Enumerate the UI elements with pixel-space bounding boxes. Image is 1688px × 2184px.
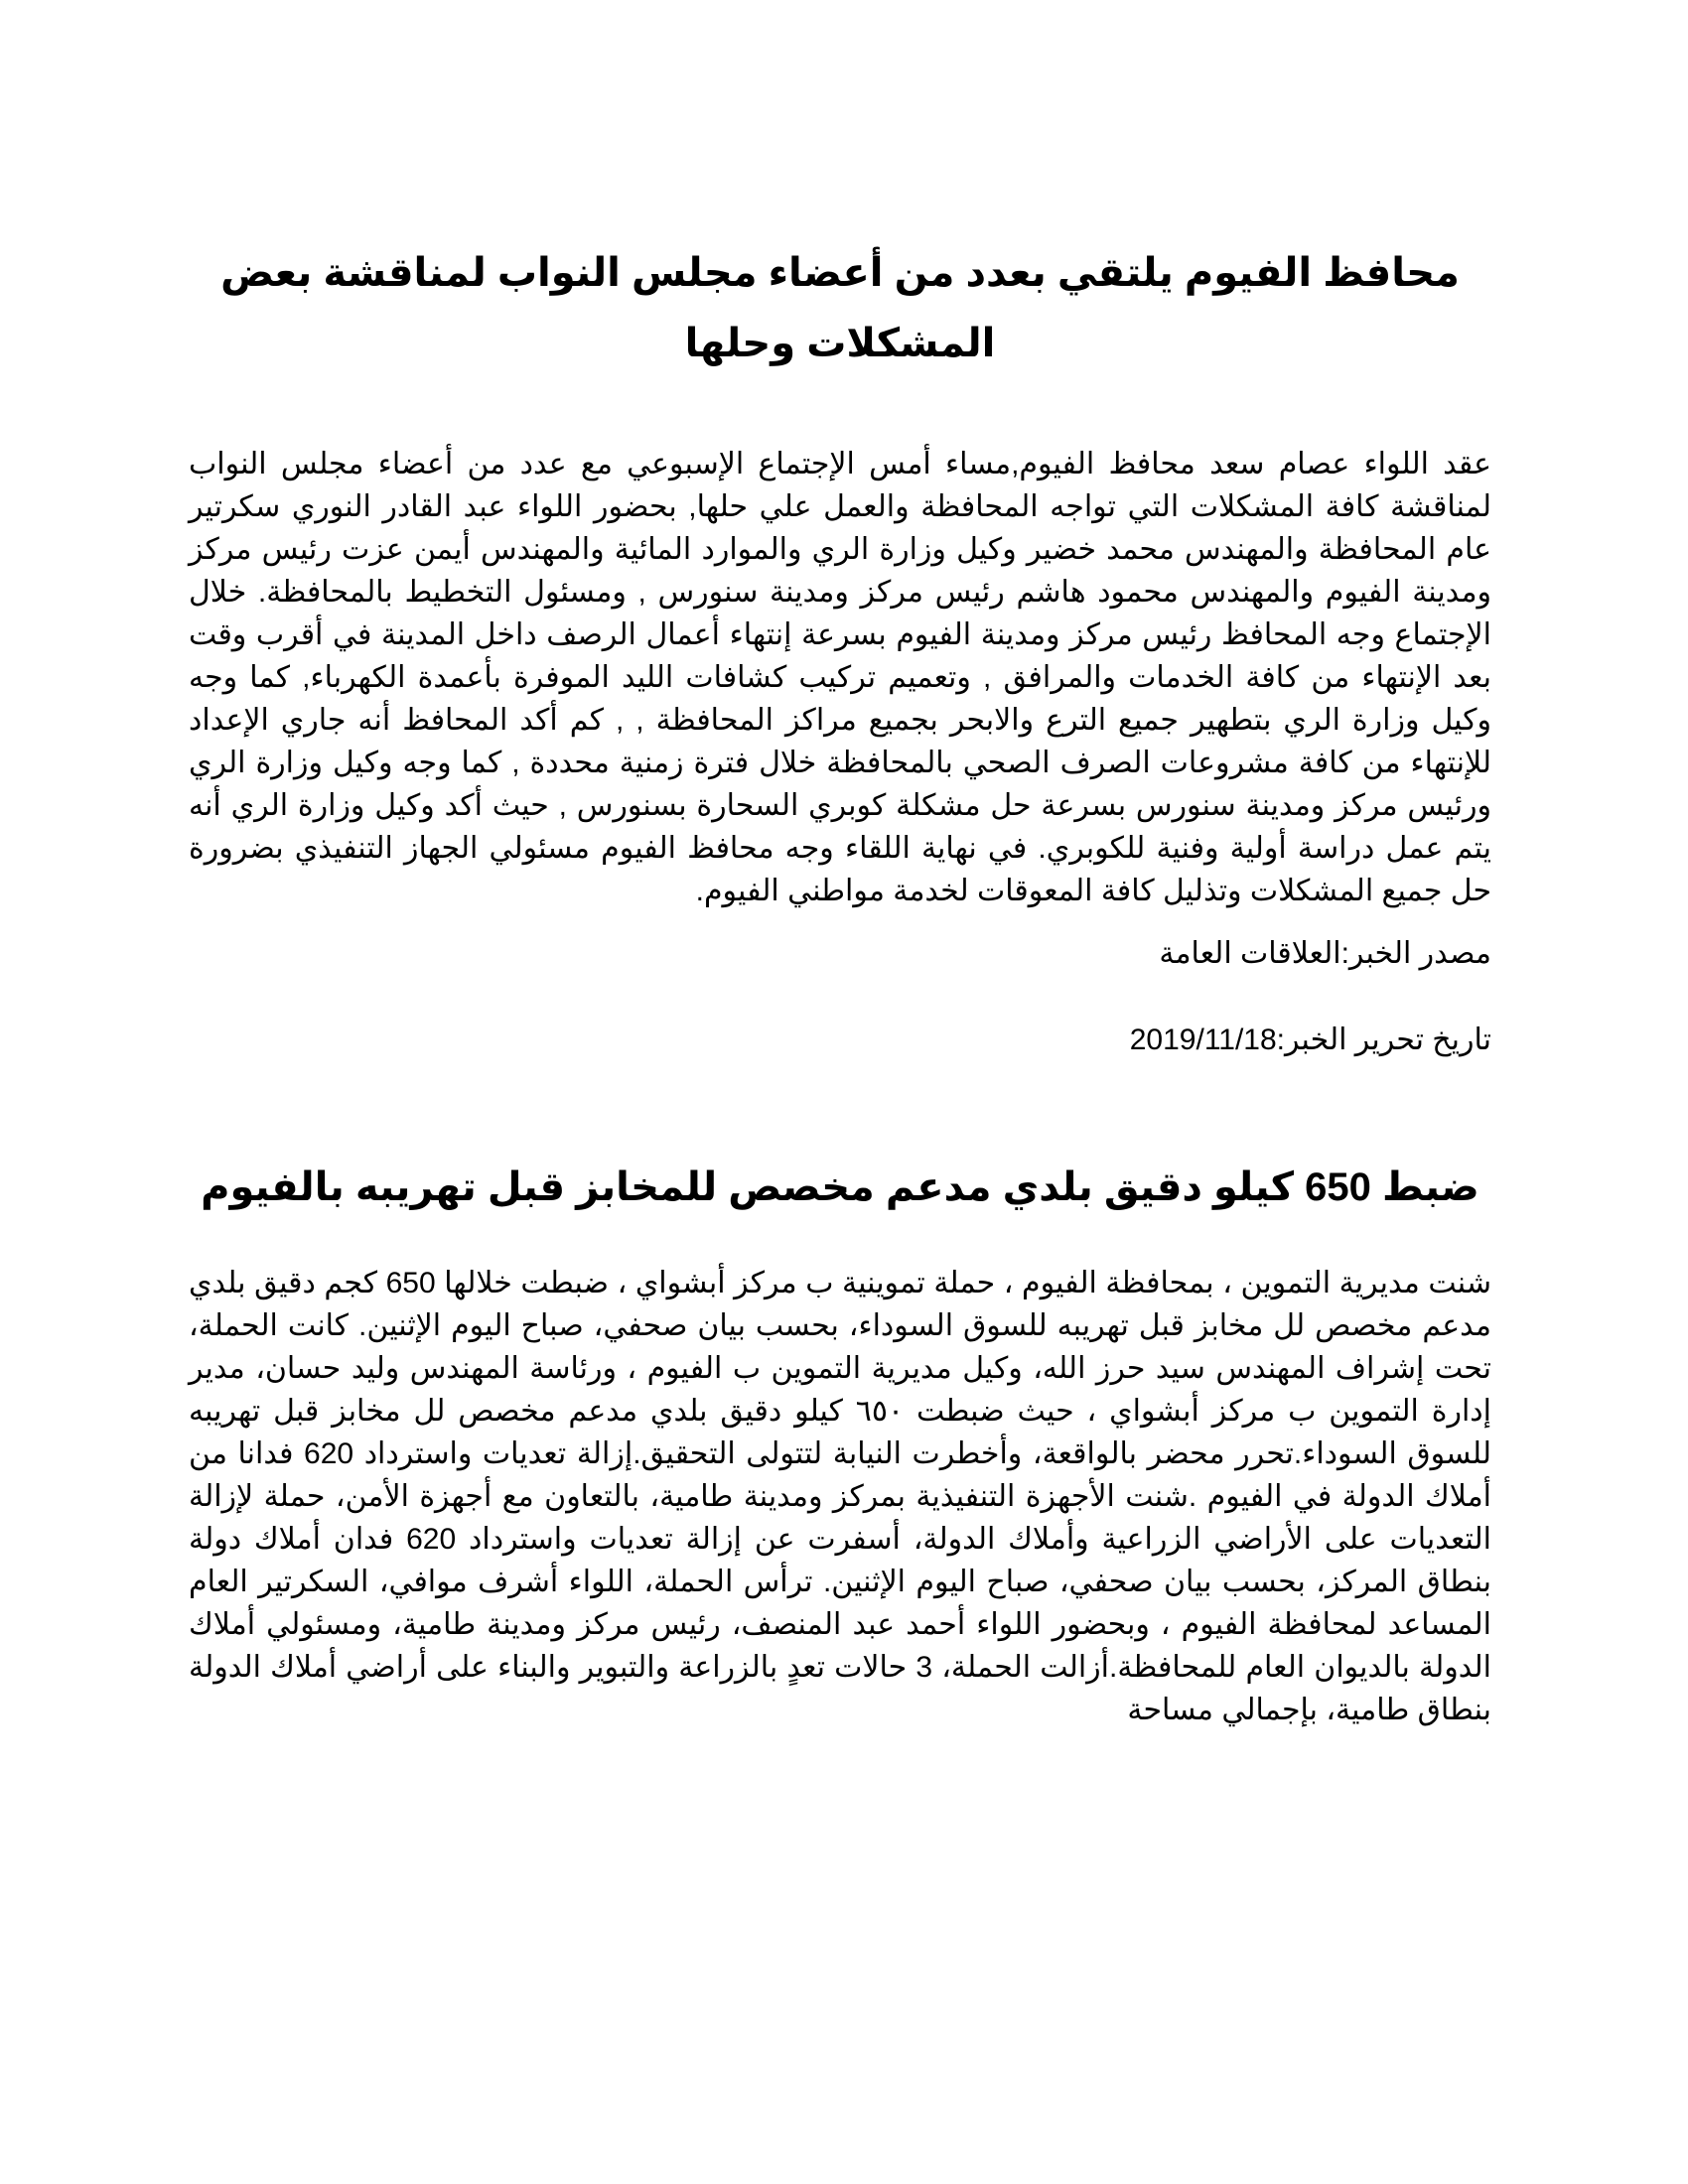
- document-content: [189, 238, 1491, 1731]
- news-source-label: مصدر الخبر:: [1340, 937, 1491, 970]
- edit-date-value: 2019/11/18: [1129, 1024, 1277, 1056]
- article-title: ضبط 650 كيلو دقيق بلدي مدعم مخصص للمخابز قبل تهريبه بالفيوم: [201, 1165, 1479, 1209]
- news-source-value: العلاقات العامة: [1159, 937, 1341, 970]
- news-source-line: [189, 932, 1491, 975]
- edit-date-label: تاريخ تحرير الخبر:: [1276, 1024, 1491, 1056]
- news-article: [189, 238, 1491, 1061]
- article-body: عقد اللواء عصام سعد محافظ الفيوم,مساء أمس الإجتماع الإسبوعي مع عدد من أعضاء مجلس النواب لمناقشة كافة المشكلات التي تواجه المحافظة والعمل علي حلها, بحضور اللواء عبد القادر النوري سكرتير عام المحافظة والمهندس محمد خضير وكيل وزارة الري والموارد المائية والمهندس أيمن عزت رئيس مركز ومدينة الفيوم والمهندس محمود هاشم رئيس مركز ومدينة سنورس , ومسئول التخطيط بالمحافظة. خلال الإجتماع وجه المحافظ رئيس مركز ومدينة الفيوم بسرعة إنتهاء أعمال الرصف داخل المدينة في أقرب وقت بعد الإنتهاء من كافة الخدمات والمرافق , وتعميم تركيب كشافات الليد الموفرة بأعمدة الكهرباء, كما وجه وكيل وزارة الري بتطهير جميع الترع والابحر بجميع مراكز المحافظة , , كم أكد المحافظ أنه جاري الإعداد للإنتهاء من كافة مشروعات الصرف الصحي بالمحافظة خلال فترة زمنية محددة , كما وجه وكيل وزارة الري ورئيس مركز ومدينة سنورس بسرعة حل مشكلة كوبري السحارة بسنورس , حيث أكد وكيل وزارة الري أنه يتم عمل دراسة أولية وفنية للكوبري. في نهاية اللقاء وجه محافظ الفيوم مسئولي الجهاز التنفيذي بضرورة حل جميع المشكلات وتذليل كافة المعوقات لخدمة مواطني الفيوم.: [189, 448, 1491, 907]
- news-article: [189, 1153, 1491, 1731]
- article-title: محافظ الفيوم يلتقي بعدد من أعضاء مجلس النواب لمناقشة بعض المشكلات وحلها: [220, 251, 1460, 365]
- article-body: شنت مديرية التموين ، بمحافظة الفيوم ، حملة تموينية ب مركز أبشواي ، ضبطت خلالها 650 كجم دقيق بلدي مدعم مخصص لل مخابز قبل تهريبه للسوق السوداء، بحسب بيان صحفي، صباح اليوم الإثنين. كانت الحملة، تحت إشراف المهندس سيد حرز الله، وكيل مديرية التموين ب الفيوم ، ورئاسة المهندس وليد حسان، مدير إدارة التموين ب مركز أبشواي ، حيث ضبطت ٦٥٠ كيلو دقيق بلدي مدعم مخصص لل مخابز قبل تهريبه للسوق السوداء.تحرر محضر بالواقعة، وأخطرت النيابة لتتولى التحقيق.إزالة تعديات واسترداد 620 فدانا من أملاك الدولة في الفيوم .شنت الأجهزة التنفيذية بمركز ومدينة طامية، بالتعاون مع أجهزة الأمن، حملة لإزالة التعديات على الأراضي الزراعية وأملاك الدولة، أسفرت عن إزالة تعديات واسترداد 620 فدان أملاك دولة بنطاق المركز، بحسب بيان صحفي، صباح اليوم الإثنين. ترأس الحملة، اللواء أشرف موافي، السكرتير العام المساعد لمحافظة الفيوم ، وبحضور اللواء أحمد عبد المنصف، رئيس مركز ومدينة طامية، ومسئولي أملاك الدولة بالديوان العام للمحافظة.أزالت الحملة، 3 حالات تعدٍ بالزراعة والتبوير والبناء على أراضي أملاك الدولة بنطاق طامية، بإجمالي مساحة: [189, 1267, 1491, 1726]
- edit-date-line: [189, 1019, 1491, 1061]
